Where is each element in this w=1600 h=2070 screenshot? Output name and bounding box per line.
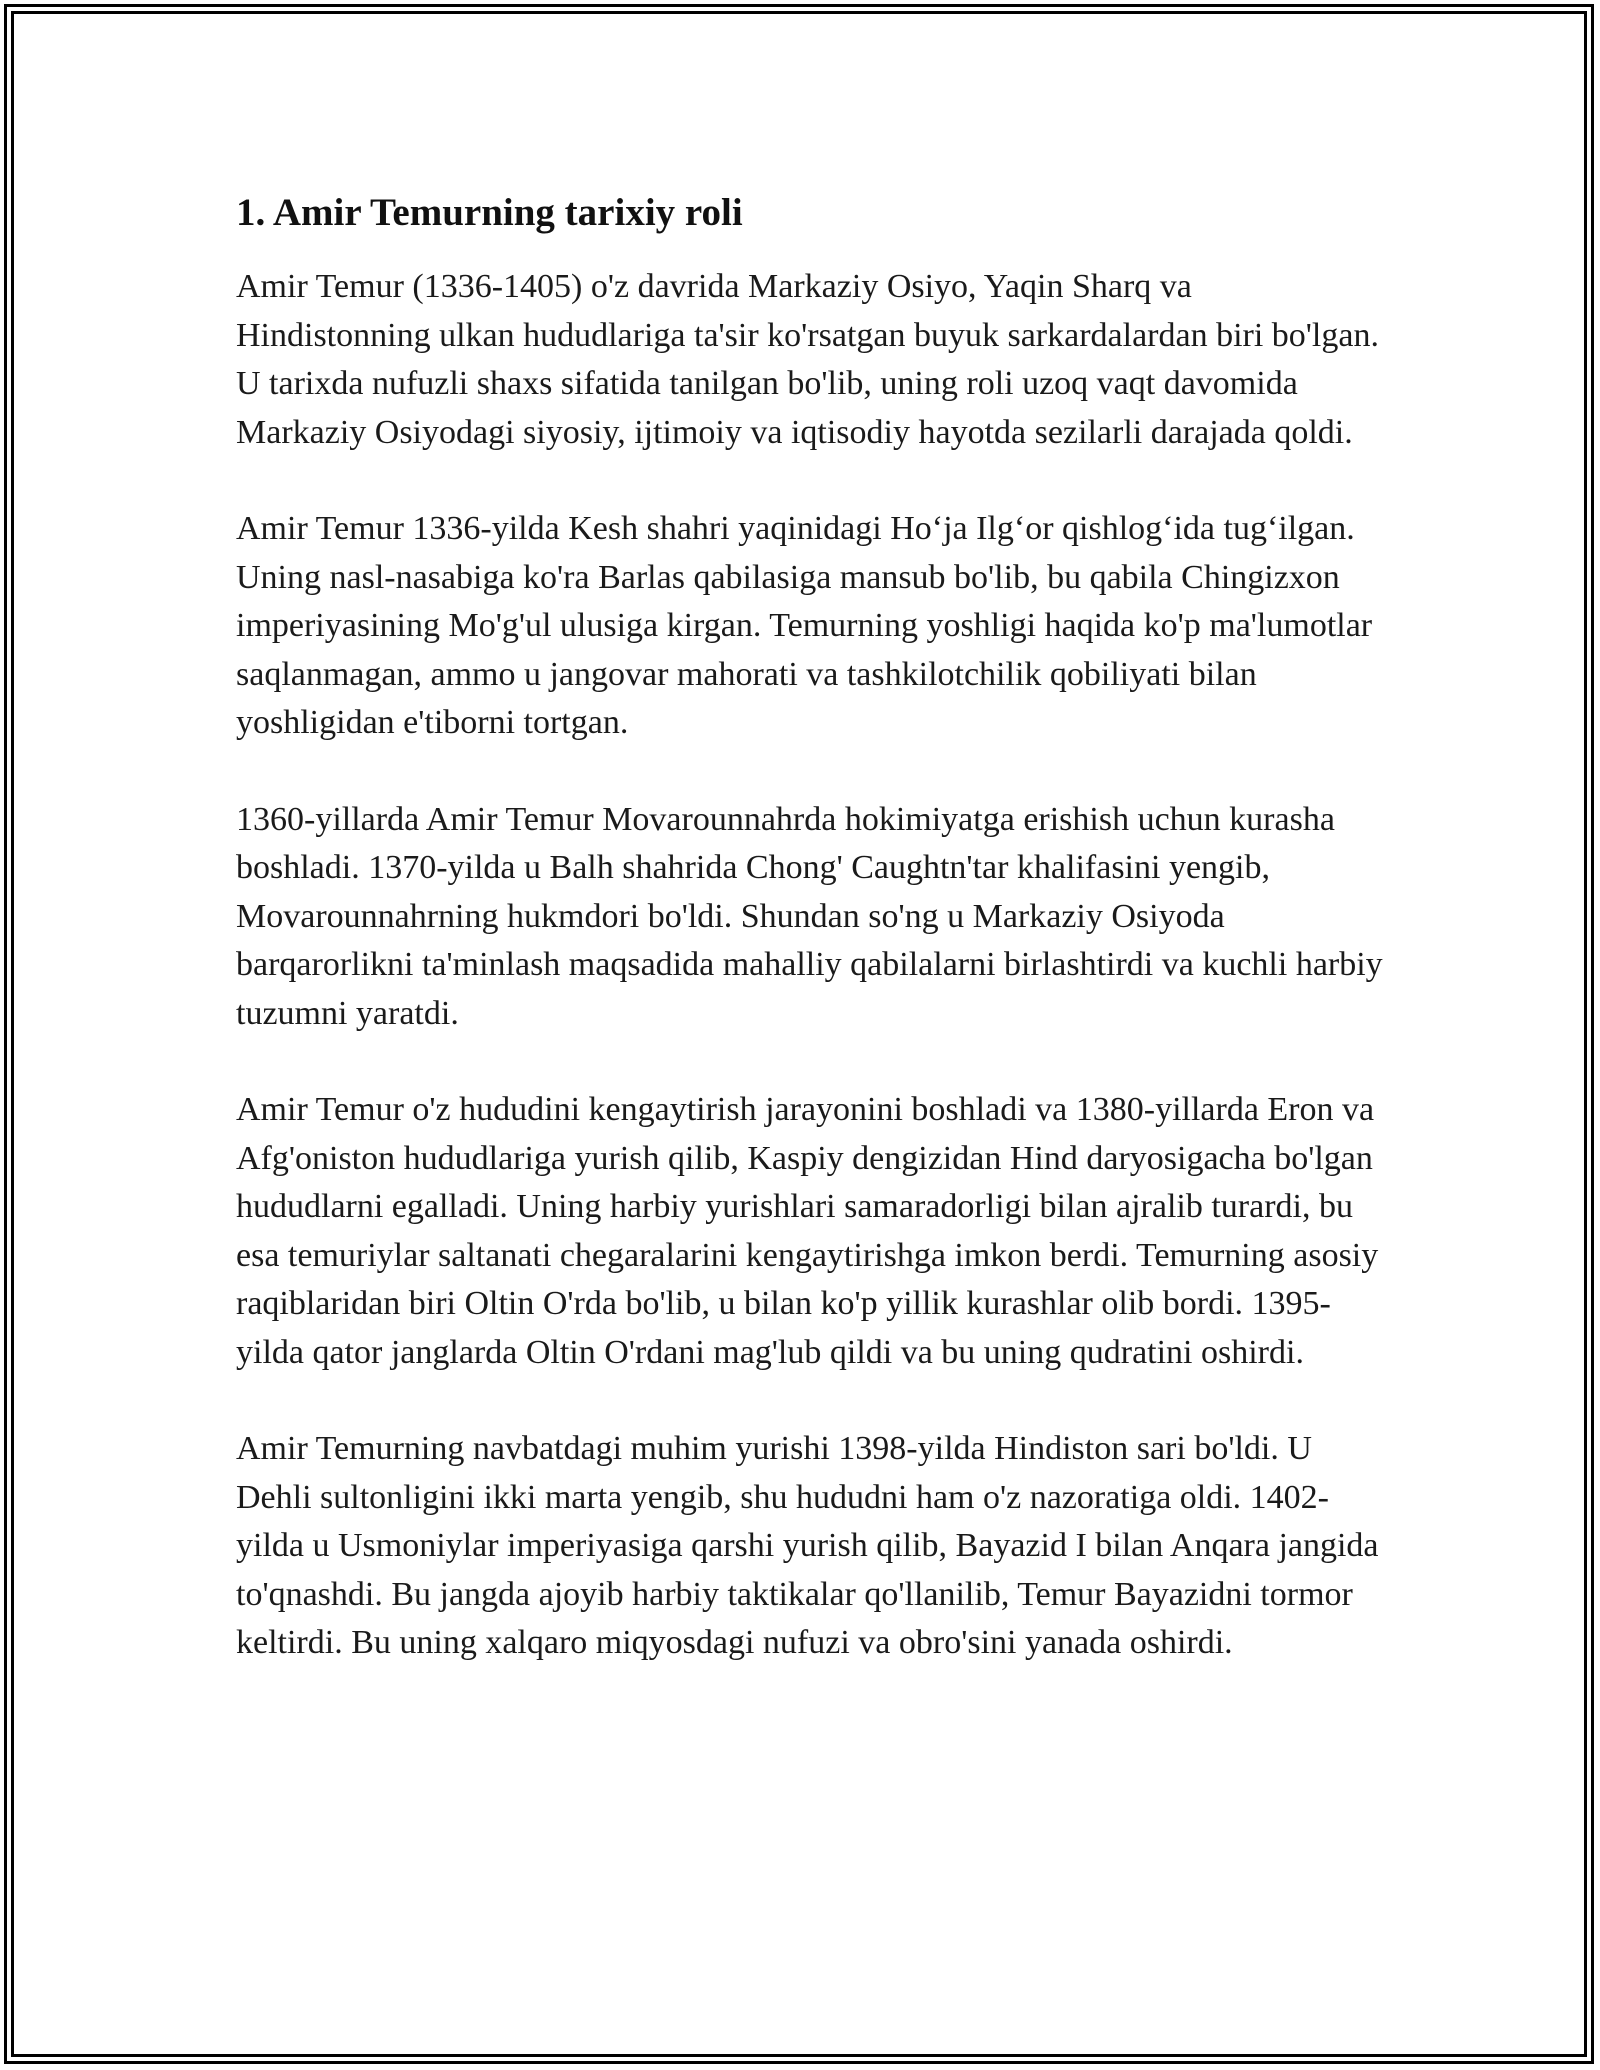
section-heading: 1. Amir Temurning tarixiy roli xyxy=(236,191,743,234)
paragraph-2: Amir Temur 1336-yilda Kesh shahri yaqinidagi Ho‘ja Ilg‘or qishlog‘ida tug‘ilgan. Uning nasl-nasabiga ko'ra Barlas qabilasiga mansub bo'lib, bu qabila Chingizxon imperiyasining Mo'g'ul ulusiga kirgan. Temurning yoshligi haqida ko'p ma'lumotlar saqlanmagan, ammo u jangovar mahorati va tashkilotchilik qobiliyati bilan yoshligidan e'tiborni tortgan. xyxy=(236,510,1373,741)
paragraph-4: Amir Temur o'z hududini kengaytirish jarayonini boshladi va 1380-yillarda Eron va Afg'oniston hududlariga yurish qilib, Kaspiy dengizidan Hind daryosigacha bo'lgan hududlarni egalladi. Uning harbiy yurishlari samaradorligi bilan ajralib turardi, bu esa temuriylar saltanati chegaralarini kengaytirishga imkon berdi. Temurning asosiy raqiblaridan biri Oltin O'rda bo'lib, u bilan ko'p yillik kurashlar olib bordi. 1395-yilda qator janglarda Oltin O'rdani mag'lub qildi va bu uning qudratini oshirdi. xyxy=(236,1091,1379,1371)
paragraph-5: Amir Temurning navbatdagi muhim yurishi 1398-yilda Hindiston sari bo'ldi. U Dehli sultonligini ikki marta yengib, shu hududni ham o'z nazoratiga oldi. 1402-yilda u Usmoniylar imperiyasiga qarshi yurish qilib, Bayazid I bilan Anqara jangida to'qnashdi. Bu jangda ajoyib harbiy taktikalar qo'llanilib, Temur Bayazidni tormor keltirdi. Bu uning xalqaro miqyosdagi nufuzi va obro'sini yanada oshirdi. xyxy=(236,1430,1379,1661)
document-body xyxy=(236,185,1386,1716)
paragraph-3: 1360-yillarda Amir Temur Movarounnahrda hokimiyatga erishish uchun kurasha boshladi. 1370-yilda u Balh shahrida Chong' Caughtn'tar khalifasini yengib, Movarounnahrning hukmdori bo'ldi. Shundan so'ng u Markaziy Osiyoda barqarorlikni ta'minlash maqsadida mahalliy qabilalarni birlashtirdi va kuchli harbiy tuzumni yaratdi. xyxy=(236,800,1383,1032)
paragraph-1: Amir Temur (1336-1405) o'z davrida Markaziy Osiyo, Yaqin Sharq va Hindistonning ulkan hududlariga ta'sir ko'rsatgan buyuk sarkardalardan biri bo'lgan. U tarixda nufuzli shaxs sifatida tanilgan bo'lib, uning roli uzoq vaqt davomida Markaziy Osiyodagi siyosiy, ijtimoiy va iqtisodiy hayotda sezilarli darajada qoldi. xyxy=(236,268,1379,451)
